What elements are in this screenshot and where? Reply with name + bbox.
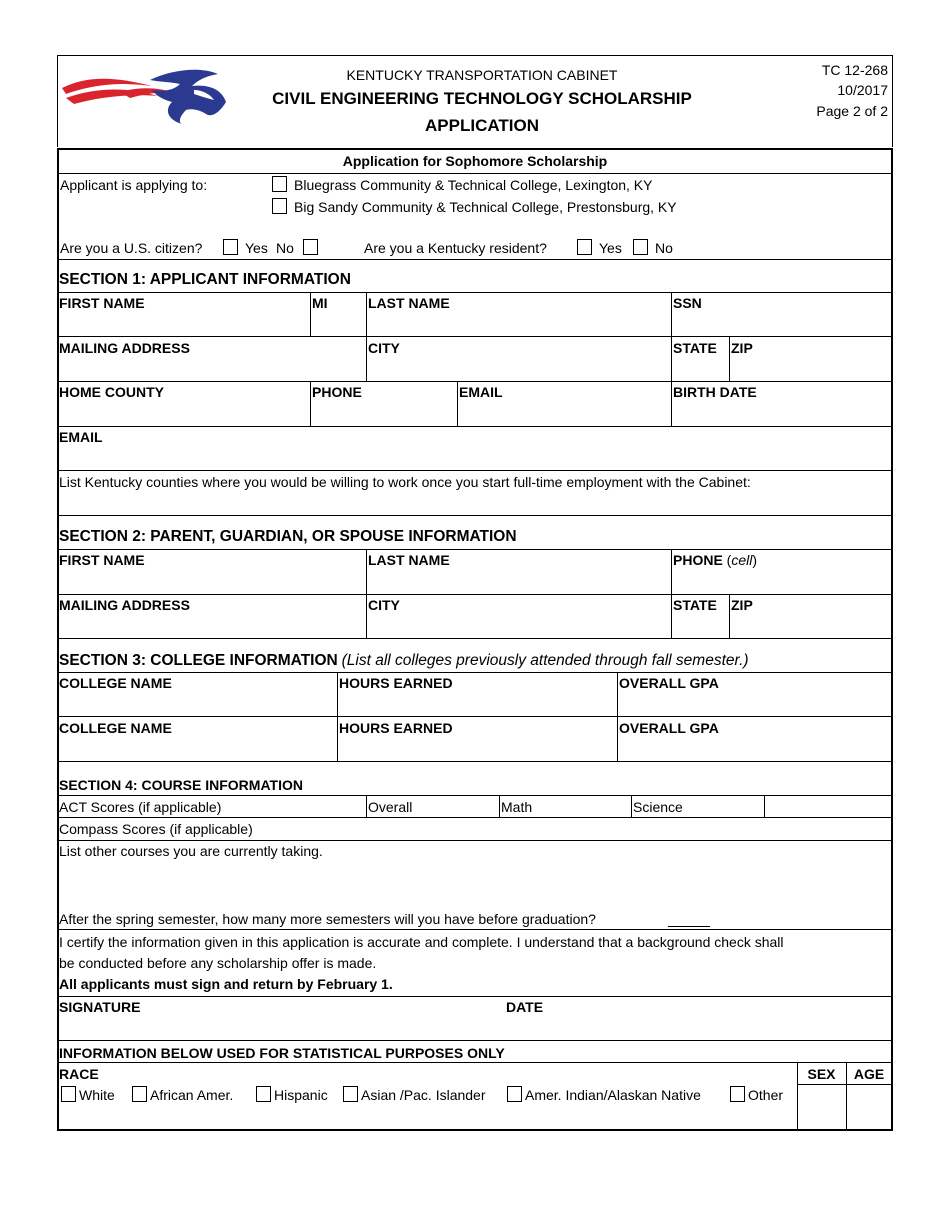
race-hispanic-checkbox[interactable] [256, 1086, 271, 1102]
race-white-label: White [79, 1087, 115, 1103]
cell-divider [729, 594, 730, 638]
statistics-heading: INFORMATION BELOW USED FOR STATISTICAL PURPOSES ONLY [59, 1045, 505, 1061]
section1-heading: SECTION 1: APPLICANT INFORMATION [59, 271, 351, 288]
race-amer-indian-label: Amer. Indian/Alaskan Native [525, 1087, 701, 1103]
s3-college-name-label-2: COLLEGE NAME [59, 720, 172, 736]
applying-label: Applicant is applying to: [60, 177, 208, 193]
divider [57, 173, 893, 174]
divider [797, 1084, 893, 1085]
s1-zip-label: ZIP [731, 340, 753, 356]
cell-divider [310, 381, 311, 426]
s1-email-label: EMAIL [459, 384, 503, 400]
section3-heading: SECTION 3: COLLEGE INFORMATION [59, 652, 338, 669]
s2-mailing-address-label: MAILING ADDRESS [59, 597, 190, 613]
s3-overall-gpa-label: OVERALL GPA [619, 675, 719, 691]
certification-line1: I certify the information given in this application is accurate and complete. I understand that a background check shall [59, 934, 784, 950]
cell-divider [671, 292, 672, 336]
resident-yes-checkbox[interactable] [577, 239, 592, 255]
cell-divider [457, 381, 458, 426]
divider [57, 594, 893, 595]
cell-divider [671, 549, 672, 594]
divider [57, 259, 893, 260]
s1-ssn-label: SSN [673, 295, 702, 311]
divider [57, 549, 893, 550]
cell-divider [310, 292, 311, 336]
page-number: Page 2 of 2 [816, 103, 888, 119]
form-title-line1: CIVIL ENGINEERING TECHNOLOGY SCHOLARSHIP [272, 89, 692, 108]
s1-last-name-label: LAST NAME [368, 295, 450, 311]
signature-label: SIGNATURE [59, 999, 141, 1015]
cell-divider [366, 795, 367, 817]
race-other-label: Other [748, 1087, 784, 1103]
s2-first-name-label: FIRST NAME [59, 552, 145, 568]
race-label: RACE [59, 1066, 99, 1082]
cell-divider [631, 795, 632, 817]
s1-phone-label: PHONE [312, 384, 362, 400]
bluegrass-option: Bluegrass Community & Technical College, Lexington, KY [294, 177, 653, 193]
divider [57, 817, 893, 818]
citizen-question: Are you a U.S. citizen? [60, 240, 203, 256]
divider [57, 515, 893, 516]
sex-label: SEX [807, 1066, 836, 1082]
race-white-checkbox[interactable] [61, 1086, 76, 1102]
citizen-no-label: No [276, 240, 294, 256]
cell-divider [764, 795, 765, 817]
s2-phone-label: PHONE (cell) [673, 552, 758, 568]
big-sandy-option: Big Sandy Community & Technical College, Prestonsburg, KY [294, 199, 677, 215]
divider [57, 638, 893, 639]
divider [57, 470, 893, 471]
divider [57, 381, 893, 382]
divider [57, 840, 893, 841]
header-right-border [892, 55, 893, 147]
divider [57, 716, 893, 717]
act-overall-label: Overall [368, 799, 413, 815]
form-title-line2: APPLICATION [425, 116, 539, 135]
age-label: AGE [853, 1066, 885, 1082]
s2-state-label: STATE [673, 597, 717, 613]
section3-note: (List all colleges previously attended through fall semester.) [341, 652, 749, 669]
header-left-border [57, 55, 58, 147]
s2-phone-text: PHONE [673, 552, 723, 568]
s2-phone-note: cell [731, 552, 753, 568]
date-label: DATE [506, 999, 544, 1015]
citizen-no-checkbox[interactable] [303, 239, 318, 255]
section3-heading-row [59, 652, 749, 669]
divider [57, 761, 893, 762]
agency-name: KENTUCKY TRANSPORTATION CABINET [346, 67, 618, 83]
divider [57, 929, 893, 930]
divider [57, 336, 893, 337]
cell-divider [499, 795, 500, 817]
cell-divider [671, 381, 672, 426]
cell-divider [671, 336, 672, 381]
header-top-border [57, 55, 893, 56]
semesters-prompt: After the spring semester, how many more semesters will you have before graduation? [59, 911, 596, 927]
big-sandy-checkbox[interactable] [272, 198, 287, 214]
resident-no-checkbox[interactable] [633, 239, 648, 255]
race-asian-label: Asian /Pac. Islander [361, 1087, 486, 1103]
section2-heading: SECTION 2: PARENT, GUARDIAN, OR SPOUSE INFORMATION [59, 528, 517, 545]
section4-heading: SECTION 4: COURSE INFORMATION [59, 777, 303, 793]
kytc-logo [60, 66, 232, 129]
s3-hours-earned-label: HOURS EARNED [339, 675, 453, 691]
s1-city-label: CITY [368, 340, 400, 356]
s1-birth-date-label: BIRTH DATE [673, 384, 757, 400]
citizen-yes-checkbox[interactable] [223, 239, 238, 255]
s1-mailing-address-label: MAILING ADDRESS [59, 340, 190, 356]
race-hispanic-label: Hispanic [274, 1087, 328, 1103]
cell-divider [366, 549, 367, 594]
divider [57, 795, 893, 796]
race-asian-checkbox[interactable] [343, 1086, 358, 1102]
resident-question: Are you a Kentucky resident? [364, 240, 547, 256]
form-subtitle: Application for Sophomore Scholarship [342, 153, 608, 169]
race-african-amer-checkbox[interactable] [132, 1086, 147, 1102]
compass-label: Compass Scores (if applicable) [59, 821, 253, 837]
s1-state-label: STATE [673, 340, 717, 356]
cell-divider [366, 594, 367, 638]
counties-prompt: List Kentucky counties where you would be willing to work once you start full-time employment with the Cabinet: [59, 474, 751, 490]
s2-city-label: CITY [368, 597, 400, 613]
bluegrass-checkbox[interactable] [272, 176, 287, 192]
race-amer-indian-checkbox[interactable] [507, 1086, 522, 1102]
divider [57, 996, 893, 997]
form-date: 10/2017 [837, 82, 888, 98]
divider [57, 292, 893, 293]
cell-divider [366, 336, 367, 381]
s2-zip-label: ZIP [731, 597, 753, 613]
s3-college-name-label: COLLEGE NAME [59, 675, 172, 691]
race-other-checkbox[interactable] [730, 1086, 745, 1102]
semesters-answer-line[interactable] [668, 926, 710, 927]
s1-home-county-label: HOME COUNTY [59, 384, 164, 400]
cell-divider [366, 292, 367, 336]
act-math-label: Math [501, 799, 533, 815]
cell-divider [671, 594, 672, 638]
race-african-amer-label: African Amer. [150, 1087, 234, 1103]
deadline-notice: All applicants must sign and return by February 1. [59, 976, 393, 992]
divider [57, 426, 893, 427]
citizen-yes-label: Yes [245, 240, 268, 256]
s3-hours-earned-label-2: HOURS EARNED [339, 720, 453, 736]
act-science-label: Science [633, 799, 683, 815]
s1-mi-label: MI [312, 295, 328, 311]
s1-email2-label: EMAIL [59, 429, 103, 445]
courses-prompt: List other courses you are currently taking. [59, 843, 323, 859]
certification-line2: be conducted before any scholarship offer is made. [59, 955, 377, 971]
resident-yes-label: Yes [599, 240, 622, 256]
divider [57, 1040, 893, 1041]
resident-no-label: No [655, 240, 673, 256]
cell-divider [729, 336, 730, 381]
form-number: TC 12-268 [821, 62, 888, 78]
s3-overall-gpa-label-2: OVERALL GPA [619, 720, 719, 736]
divider [57, 1062, 893, 1063]
divider [57, 672, 893, 673]
act-label: ACT Scores (if applicable) [59, 799, 222, 815]
s2-last-name-label: LAST NAME [368, 552, 450, 568]
s1-first-name-label: FIRST NAME [59, 295, 145, 311]
